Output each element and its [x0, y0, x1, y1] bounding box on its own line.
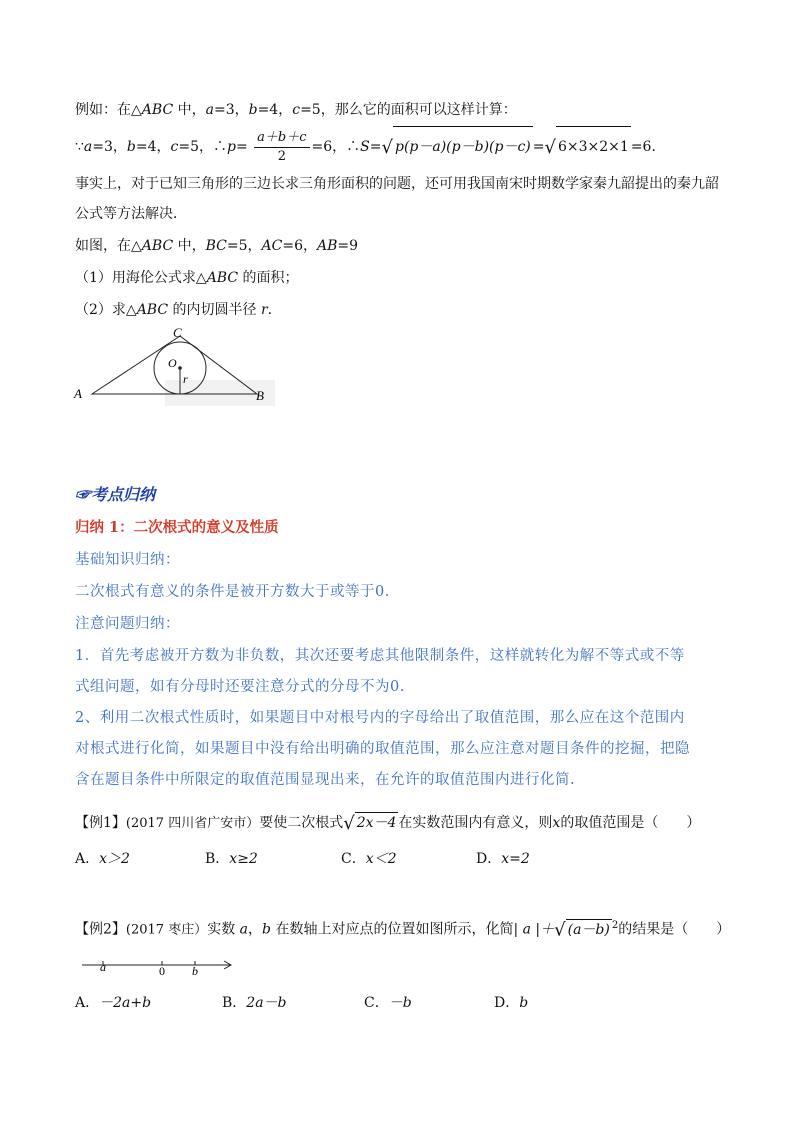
axis-label-a: a: [100, 960, 106, 974]
example-1-option-d[interactable]: D．x=2: [476, 851, 530, 867]
note-1-line: 1．首先考虑被开方数为非负数，其次还要考虑其他限制条件，这样就转化为解不等式或不等: [75, 648, 685, 664]
basic-knowledge-text: 二次根式有意义的条件是被开方数大于或等于0.: [75, 584, 390, 600]
question-1: （1）用海伦公式求△ABC 的面积；: [75, 270, 299, 286]
example-2-question: 【例2】(2017 枣庄）实数 a，b 在数轴上对应点的位置如图所示，化简| a |＋√ (a－b) $^2$的结果是（ ）: [75, 919, 731, 941]
label-o: O: [168, 356, 177, 370]
example-2-option-a[interactable]: A．－2a+b: [75, 995, 152, 1011]
radical-sign-icon: √: [343, 813, 355, 834]
sub-heading: 归纳 1：二次根式的意义及性质: [75, 519, 279, 536]
example-2-option-d[interactable]: D．b: [494, 995, 529, 1011]
example-1-option-a[interactable]: A．x＞2: [75, 851, 130, 867]
example-1-option-b[interactable]: B．x≥2: [205, 851, 258, 867]
attention-label: 注意问题归纳：: [75, 616, 180, 632]
basic-knowledge-label: 基础知识归纳：: [75, 552, 180, 568]
paragraph-line: 事实上，对于已知三角形的三边长求三角形面积的问题，还可用我国南宋时期数学家秦九韶提出的秦九韶: [75, 176, 719, 192]
note-2-line: 含在题目条件中所限定的取值范围显现出来，在允许的取值范围内进行化简.: [75, 772, 576, 788]
example-2-option-b[interactable]: B．2a－b: [222, 995, 287, 1011]
pointing-hand-icon: ☞: [75, 485, 92, 504]
radical-sign-icon: √: [381, 137, 393, 158]
axis-label-0: 0: [159, 964, 165, 978]
note-2-line: 对根式进行化简，如果题目中没有给出明确的取值范围，那么应注意对题目条件的挖掘，把隐: [75, 741, 690, 757]
label-a: A: [74, 386, 82, 401]
note-2-line: 2、利用二次根式性质时，如果题目中对根号内的字母给出了取值范围，那么应在这个范围内: [75, 710, 685, 726]
label-r: r: [183, 372, 188, 386]
semi-perimeter-fraction: $\frac{a+b+c}{2}$: [254, 129, 309, 166]
section-heading: ☞考点归纳: [75, 485, 156, 504]
radical-sign-icon: √: [544, 137, 556, 158]
question-2: （2）求△ABC 的内切圆半径 r．: [75, 302, 282, 318]
example-1-question: 【例1】(2017 四川省广安市）要使二次根式√ 2x－4 在实数范围内有意义，则x的取值范围是（ ）: [75, 813, 701, 834]
example-2-option-c[interactable]: C．－b: [364, 995, 412, 1011]
example-intro-line: 例如：在△ABC 中，a=3，b=4，c=5，那么它的面积可以这样计算：: [75, 102, 517, 118]
example-1-option-c[interactable]: C．x＜2: [341, 851, 397, 867]
number-line: [80, 955, 240, 981]
label-c: C: [173, 325, 182, 340]
triangle-incircle-figure: [70, 322, 280, 412]
given-conditions: 如图，在△ABC 中，BC=5，AC=6，AB=9: [75, 238, 359, 254]
paragraph-line: 公式等方法解决．: [75, 206, 187, 222]
axis-label-b: b: [192, 964, 198, 978]
note-1-line: 式组问题，如有分母时还要注意分式的分母不为0.: [75, 679, 405, 695]
label-b: B: [256, 388, 264, 403]
radical-sign-icon: √: [554, 919, 566, 941]
heron-calculation: ∵a=3，b=4，c=5，∴p= $\frac{a+b+c}{2}$ =6，∴S=√ p(p－a)(p－b)(p－c) =√ 6×3×2×1 =6．: [75, 126, 665, 170]
